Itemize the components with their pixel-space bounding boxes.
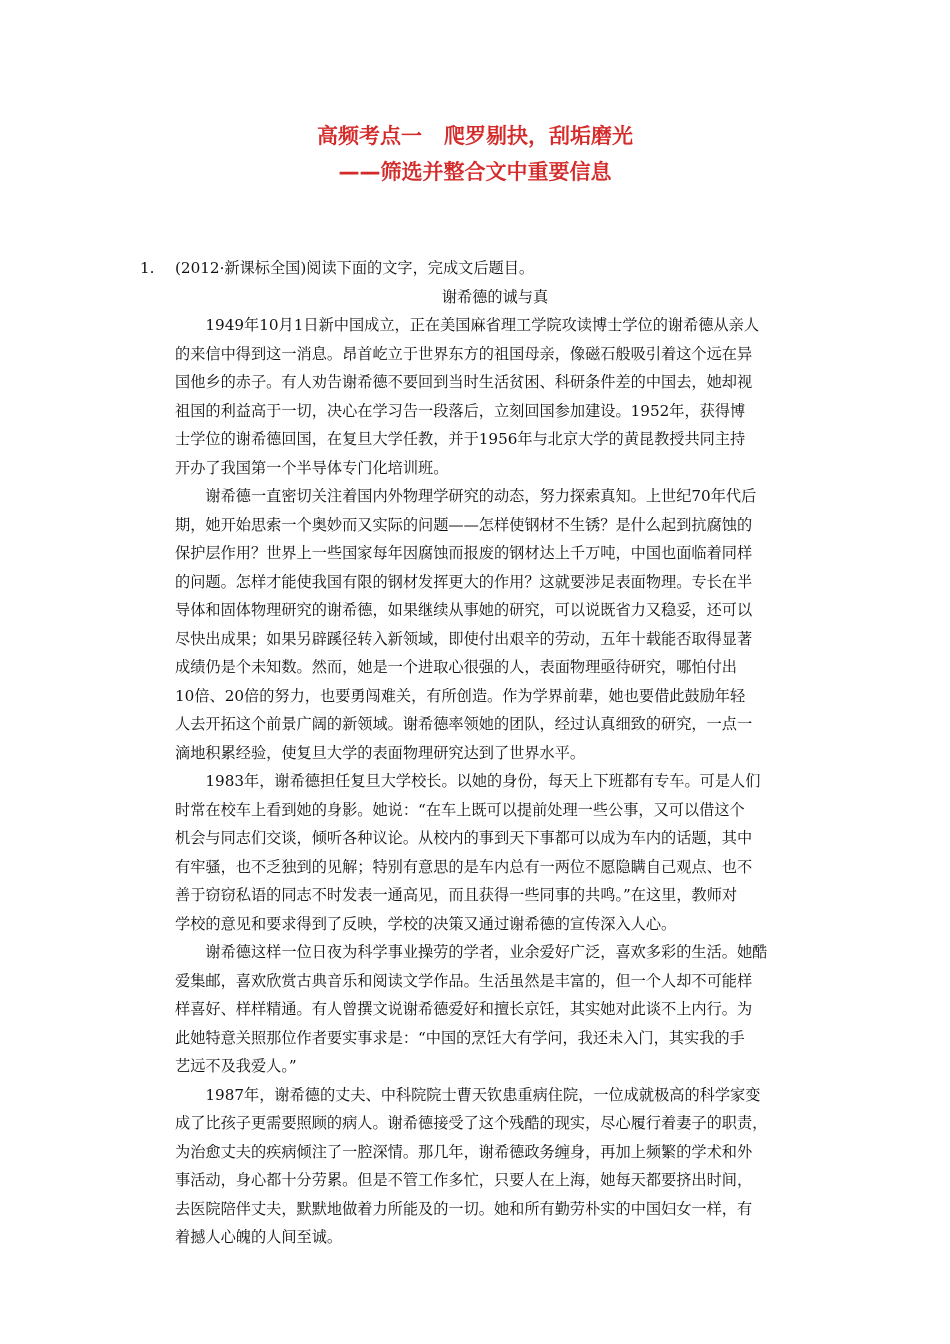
page-title xyxy=(0,118,950,190)
question-header xyxy=(140,254,820,283)
question-number: 1. xyxy=(140,259,155,277)
main-title xyxy=(0,118,950,154)
main-title-right: 爬罗剔抉，刮垢磨光 xyxy=(444,124,633,148)
main-title-left: 高频考点一 xyxy=(317,124,422,148)
question-block xyxy=(140,254,820,1252)
sub-title: ——筛选并整合文中重要信息 xyxy=(338,160,612,184)
article-paragraph: 谢希德这样一位日夜为科学事业操劳的学者，业余爱好广泛，喜欢多彩的生活。她酷 爱集邮，喜欢欣赏古典音乐和阅读文学作品。生活虽然是丰富的，但一个人却不可能样 样喜好、样样精通。有人曾撰文说谢希德爱好和擅长京饪，其实她对此谈不上内行。为 此她特意关照那位作者要实事求是：“中国的烹饪大有学问，我还未入门，其实我的手 艺远不及我爱人。” xyxy=(175,943,768,1075)
question-prompt: (2012·新课标全国)阅读下面的文字，完成文后题目。 xyxy=(175,259,535,277)
article-paragraph: 1987年，谢希德的丈夫、中科院院士曹天钦患重病住院，一位成就极高的科学家变 成了比孩子更需要照顾的病人。谢希德接受了这个残酷的现实，尽心履行着妻子的职责， 为治愈丈夫的疾病倾注了一腔深情。那几年，谢希德政务缠身，再加上频繁的学术和外 事活动，身心都十分劳累。但是不管工作多忙，只要人在上海，她每天都要挤出时间， 去医院陪伴丈夫，默默地做着力所能及的一切。她和所有勤劳朴实的中国妇女一样，有 着撼人心魄的人间至诚。 xyxy=(175,1085,768,1246)
article-paragraph: 1983年，谢希德担任复旦大学校长。以她的身份，每天上下班都有专车。可是人们 时常在校车上看到她的身影。她说：“在车上既可以提前处理一些公事，又可以借这个 机会与同志们交谈，倾听各种议论。从校内的事到天下事都可以成为车内的话题，其中 有牢骚，也不乏独到的见解；特别有意思的是车内总有一两位不愿隐瞒自己观点、也不 善于窃窃私语的同志不时发表一通高见，而且获得一些同事的共鸣。”在这里，教师对 学校的意见和要求得到了反映，学校的决策又通过谢希德的宣传深入人心。 xyxy=(175,772,761,933)
article-paragraph: 谢希德一直密切关注着国内外物理学研究的动态，努力探索真知。上世纪70年代后 期，她开始思索一个奥妙而又实际的问题——怎样使钢材不生锈？是什么起到抗腐蚀的 保护层作用？世界上一些国家每年因腐蚀而报废的钢材达上千万吨，中国也面临着同样 的问题。怎样才能使我国有限的钢材发挥更大的作用？这就要涉足表面物理。专长在半 导体和固体物理研究的谢希德，如果继续从事她的研究，可以说既省力又稳妥，还可以 尽快出成果；如果另辟蹊径转入新领域，即使付出艰辛的劳动，五年十载能否取得显著 成绩仍是个未知数。然而，她是一个进取心很强的人，表面物理亟待研究，哪怕付出 10倍、20倍的努力，也要勇闯难关，有所创造。作为学界前辈，她也要借此鼓励年轻 人去开拓这个前景广阔的新领域。谢希德率领她的团队，经过认真细致的研究，一点一 滴地积累经验，使复旦大学的表面物理研究达到了世界水平。 xyxy=(175,487,757,762)
article xyxy=(175,283,815,1252)
article-title: 谢希德的诚与真 xyxy=(441,287,549,306)
article-paragraph: 1949年10月1日新中国成立，正在美国麻省理工学院攻读博士学位的谢希德从亲人 的来信中得到这一消息。昂首屹立于世界东方的祖国母亲，像磁石般吸引着这个远在异 国他乡的赤子。有人劝告谢希德不要回到当时生活贫困、科研条件差的中国去，她却视 祖国的利益高于一切，决心在学习告一段落后，立刻回国参加建设。1952年，获得博 士学位的谢希德回国，在复旦大学任教，并于1956年与北京大学的黄昆教授共同主持 开办了我国第一个半导体专门化培训班。 xyxy=(175,316,760,477)
